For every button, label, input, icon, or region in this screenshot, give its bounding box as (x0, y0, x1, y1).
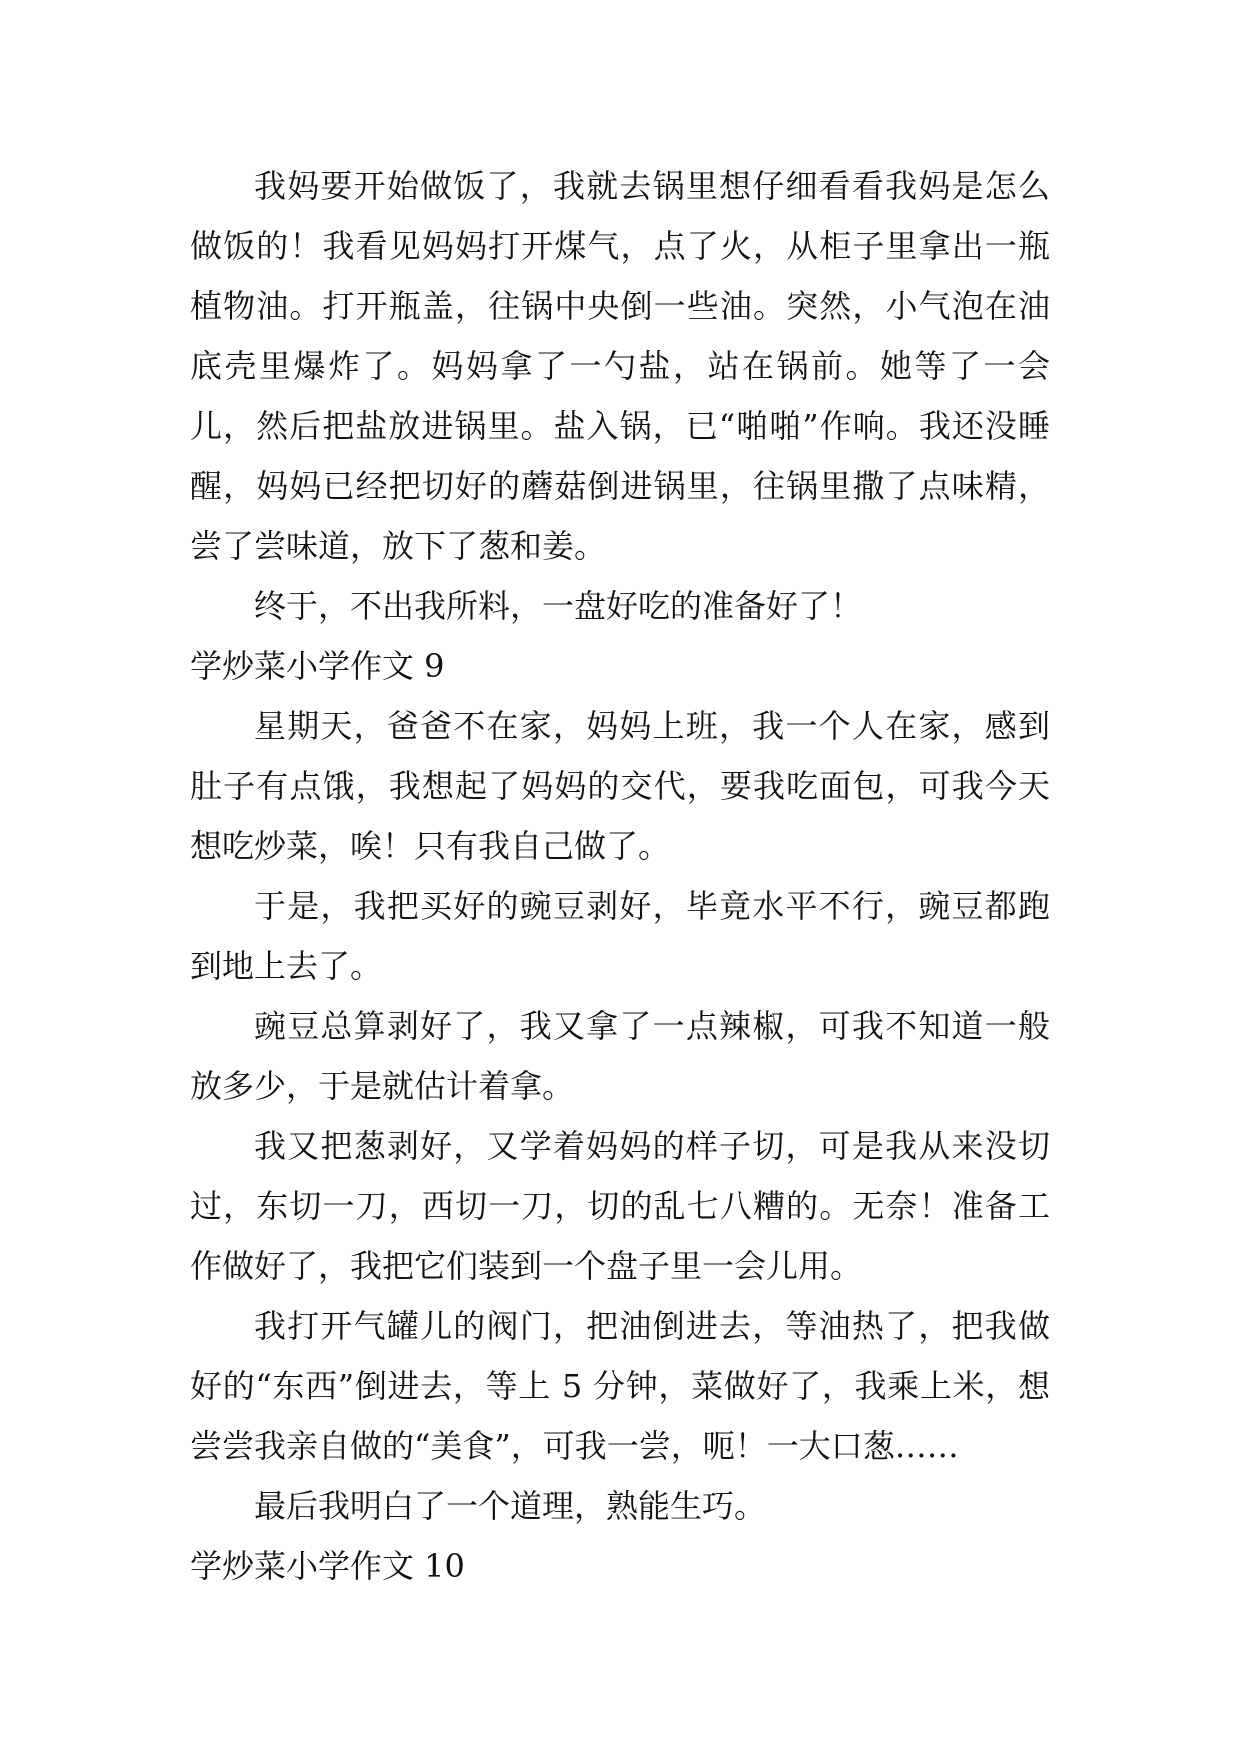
paragraph: 于是，我把买好的豌豆剥好，毕竟水平不行，豌豆都跑到地上去了。 (190, 887, 1050, 985)
paragraph: 我打开气罐儿的阀门，把油倒进去，等油热了，把我做好的“东西”倒进去，等上 5 分钟，菜做好了，我乘上米，想尝尝我亲自做的“美食”，可我一尝，呃！一大口葱…… (190, 1307, 1050, 1465)
paragraph: 最后我明白了一个道理，熟能生巧。 (254, 1487, 767, 1525)
paragraph: 豌豆总算剥好了，我又拿了一点辣椒，可我不知道一般放多少，于是就估计着拿。 (190, 1007, 1050, 1105)
section-heading: 学炒菜小学作文 10 (190, 1547, 465, 1585)
document-body (190, 156, 1050, 1596)
paragraph: 星期天，爸爸不在家，妈妈上班，我一个人在家，感到肚子有点饿，我想起了妈妈的交代，要我吃面包，可我今天想吃炒菜，唉！只有我自己做了。 (190, 707, 1050, 865)
paragraph: 我妈要开始做饭了，我就去锅里想仔细看看我妈是怎么做饭的！我看见妈妈打开煤气，点了火，从柜子里拿出一瓶植物油。打开瓶盖，往锅中央倒一些油。突然，小气泡在油底壳里爆炸了。妈妈拿了一勺盐，站在锅前。她等了一会儿，然后把盐放进锅里。盐入锅，已“啪啪”作响。我还没睡醒，妈妈已经把切好的蘑菇倒进锅里，往锅里撒了点味精，尝了尝味道，放下了葱和姜。 (190, 167, 1050, 565)
paragraph: 终于，不出我所料，一盘好吃的准备好了！ (254, 587, 863, 625)
section-heading: 学炒菜小学作文 9 (190, 647, 445, 685)
paragraph: 我又把葱剥好，又学着妈妈的样子切，可是我从来没切过，东切一刀，西切一刀，切的乱七八糟的。无奈！准备工作做好了，我把它们装到一个盘子里一会儿用。 (190, 1127, 1050, 1285)
